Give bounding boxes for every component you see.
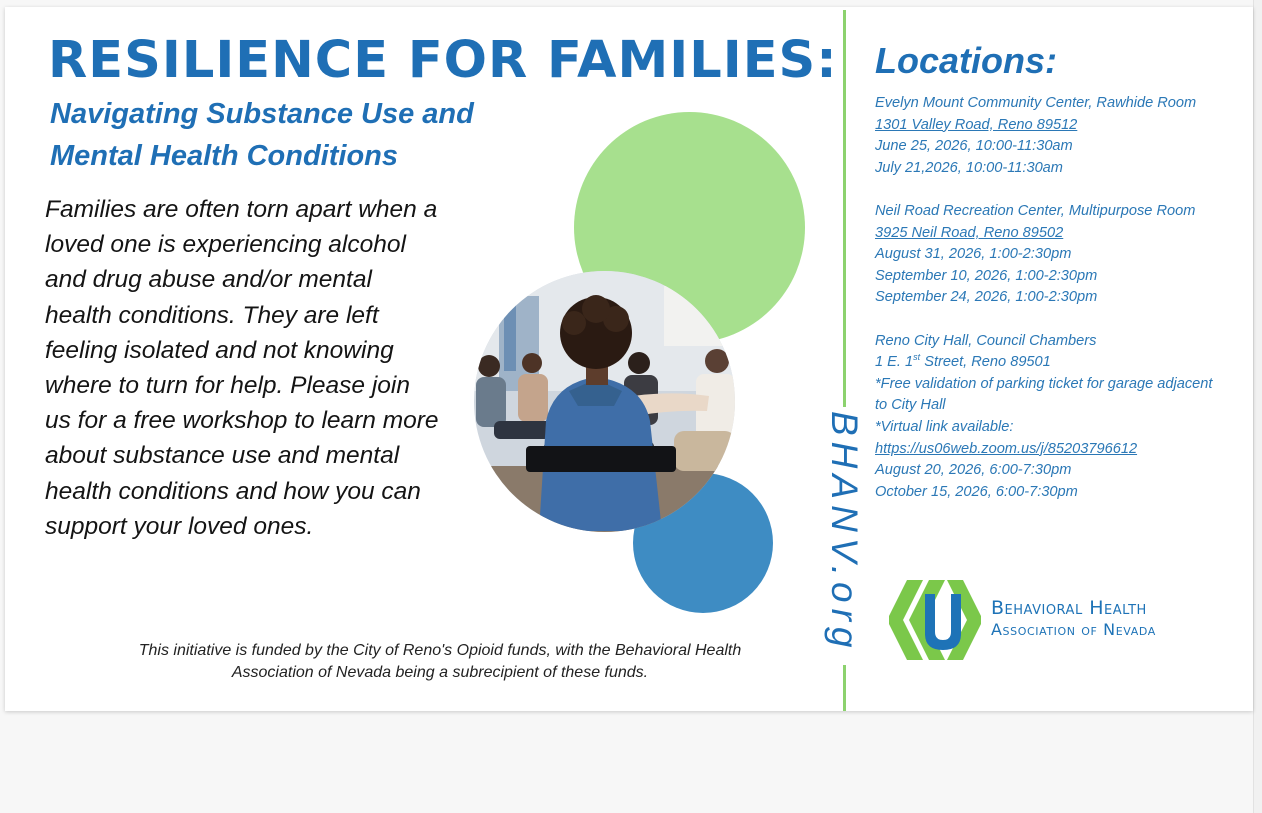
session-date: September 24, 2026, 1:00-2:30pm xyxy=(875,289,1098,306)
logo-line-1: Behavioral Health xyxy=(991,597,1147,619)
session-date: July 21,2026, 10:00-11:30am xyxy=(875,159,1063,176)
address-part: 1 E. 1 xyxy=(875,354,914,371)
session-date: August 31, 2026, 1:00-2:30pm xyxy=(875,246,1072,263)
group-support-photo xyxy=(474,271,735,532)
venue-name: Reno City Hall, Council Chambers xyxy=(875,332,1097,349)
session-date: June 25, 2026, 10:00-11:30am xyxy=(875,138,1073,155)
session-date: August 20, 2026, 6:00-7:30pm xyxy=(875,462,1072,479)
locations-heading: Locations: xyxy=(875,40,1058,81)
vertical-divider-bottom xyxy=(843,665,846,711)
location-item xyxy=(875,331,1215,504)
logo-line-2: Association of Nevada xyxy=(991,620,1156,639)
subtitle-line-1: Navigating Substance Use and xyxy=(50,98,474,130)
address-superscript: st xyxy=(913,352,921,363)
zoom-link[interactable]: https://us06web.zoom.us/j/85203796612 xyxy=(875,440,1138,457)
bhan-logo-text xyxy=(991,596,1156,640)
venue-address xyxy=(875,352,1215,374)
venue-name: Evelyn Mount Community Center, Rawhide Room xyxy=(875,95,1197,111)
parking-note: *Free validation of parking ticket for garage adjacent to City Hall xyxy=(875,375,1213,414)
funding-note: This initiative is funded by the City of Reno's Opioid funds, with the Behavioral Health Association of Nevada being a subrecipient of these funds. xyxy=(138,642,742,681)
venue-name: Neil Road Recreation Center, Multipurpose Room xyxy=(875,202,1196,219)
session-date: October 15, 2026, 6:00-7:30pm xyxy=(875,483,1078,500)
website-link[interactable]: BHANV.org xyxy=(824,411,865,654)
locations-list xyxy=(875,93,1215,525)
virtual-note: *Virtual link available: xyxy=(875,418,1014,435)
bhan-logo-icon xyxy=(889,580,981,660)
session-date: September 10, 2026, 1:00-2:30pm xyxy=(875,267,1098,284)
vertical-divider-top xyxy=(843,10,846,407)
subtitle-line-2: Mental Health Conditions xyxy=(50,140,398,172)
group-support-photo-illustration xyxy=(474,271,735,532)
flyer-title: RESILIENCE FOR FAMILIES: xyxy=(48,31,838,90)
address-part: Street, Reno 89501 xyxy=(920,354,1051,371)
venue-address-link[interactable]: 1301 Valley Road, Reno 89512 xyxy=(875,116,1078,133)
location-item xyxy=(875,201,1215,309)
flyer-subtitle xyxy=(50,93,474,177)
description-text: Families are often torn apart when a loved one is experiencing alcohol and drug abuse and/or mental health conditions. They are left feeling isolated and not knowing where to turn for help. Please join us for a free workshop to learn more about substance use and mental health conditions and how you can support your loved ones. xyxy=(45,196,439,540)
flyer-page xyxy=(5,7,1253,711)
window-edge xyxy=(1253,0,1262,813)
venue-address-link[interactable]: 3925 Neil Road, Reno 89502 xyxy=(875,224,1064,241)
location-item xyxy=(875,93,1215,179)
